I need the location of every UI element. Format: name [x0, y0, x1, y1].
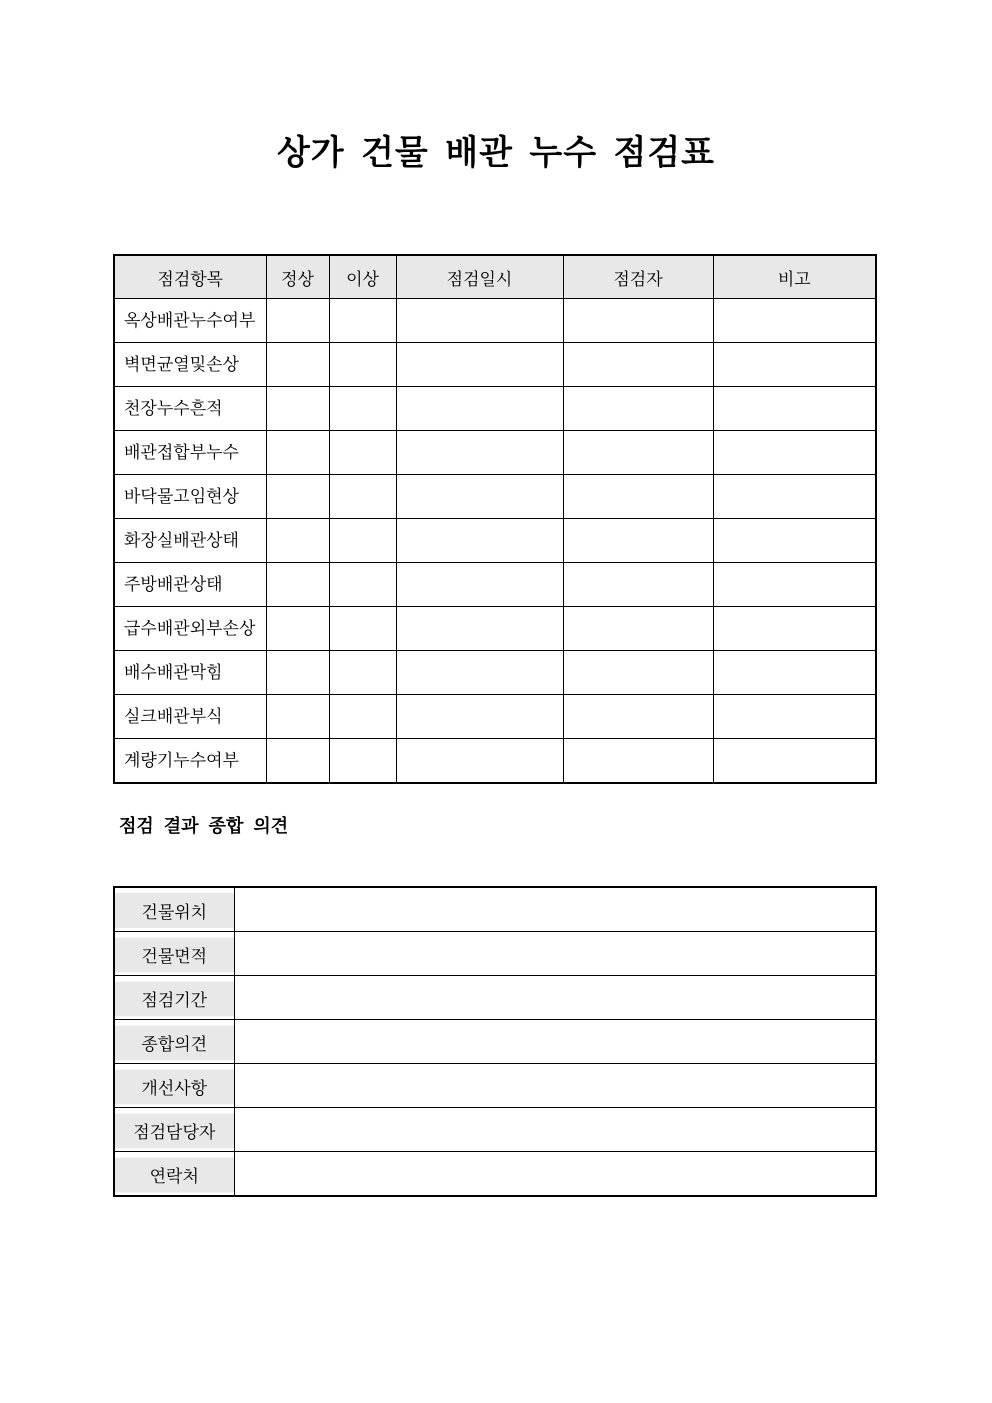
checklist-item-label: 바닥물고임현상 — [114, 475, 266, 519]
summary-value-cell[interactable] — [234, 1152, 876, 1197]
summary-row-label: 연락처 — [114, 1152, 234, 1197]
remarks-cell[interactable] — [713, 475, 876, 519]
summary-value-cell[interactable] — [234, 976, 876, 1020]
header-item-column: 점검항목 — [114, 255, 266, 299]
header-normal-column: 정상 — [266, 255, 329, 299]
normal-check-cell[interactable] — [266, 651, 329, 695]
checklist-row — [114, 387, 876, 431]
remarks-cell[interactable] — [713, 343, 876, 387]
inspection-date-cell[interactable] — [396, 519, 563, 563]
inspection-date-cell[interactable] — [396, 739, 563, 784]
inspection-date-cell[interactable] — [396, 651, 563, 695]
checklist-item-label: 배수배관막힘 — [114, 651, 266, 695]
summary-value-cell[interactable] — [234, 887, 876, 932]
normal-check-cell[interactable] — [266, 343, 329, 387]
inspector-cell[interactable] — [563, 563, 713, 607]
abnormal-check-cell[interactable] — [329, 343, 396, 387]
normal-check-cell[interactable] — [266, 431, 329, 475]
normal-check-cell[interactable] — [266, 387, 329, 431]
summary-row-label: 개선사항 — [114, 1064, 234, 1108]
summary-table — [113, 886, 877, 1197]
summary-row-label: 종합의견 — [114, 1020, 234, 1064]
summary-row-label: 점검기간 — [114, 976, 234, 1020]
checklist-item-label: 주방배관상태 — [114, 563, 266, 607]
inspection-date-cell[interactable] — [396, 475, 563, 519]
normal-check-cell[interactable] — [266, 475, 329, 519]
abnormal-check-cell[interactable] — [329, 519, 396, 563]
inspection-date-cell[interactable] — [396, 343, 563, 387]
checklist-row — [114, 607, 876, 651]
abnormal-check-cell[interactable] — [329, 739, 396, 784]
inspector-cell[interactable] — [563, 343, 713, 387]
header-remarks-column: 비고 — [713, 255, 876, 299]
inspector-cell[interactable] — [563, 431, 713, 475]
inspector-cell[interactable] — [563, 519, 713, 563]
checklist-item-label: 옥상배관누수여부 — [114, 299, 266, 343]
inspector-cell[interactable] — [563, 299, 713, 343]
inspector-cell[interactable] — [563, 739, 713, 784]
checklist-item-label: 급수배관외부손상 — [114, 607, 266, 651]
summary-row — [114, 932, 876, 976]
abnormal-check-cell[interactable] — [329, 299, 396, 343]
normal-check-cell[interactable] — [266, 739, 329, 784]
abnormal-check-cell[interactable] — [329, 695, 396, 739]
checklist-item-label: 벽면균열및손상 — [114, 343, 266, 387]
summary-value-cell[interactable] — [234, 932, 876, 976]
inspector-cell[interactable] — [563, 695, 713, 739]
summary-row — [114, 887, 876, 932]
remarks-cell[interactable] — [713, 387, 876, 431]
summary-section-heading: 점검 결과 종합 의견 — [119, 816, 289, 836]
normal-check-cell[interactable] — [266, 519, 329, 563]
abnormal-check-cell[interactable] — [329, 607, 396, 651]
header-date-column: 점검일시 — [396, 255, 563, 299]
summary-row — [114, 976, 876, 1020]
inspection-date-cell[interactable] — [396, 607, 563, 651]
checklist-item-label: 배관접합부누수 — [114, 431, 266, 475]
abnormal-check-cell[interactable] — [329, 651, 396, 695]
summary-row-label: 점검담당자 — [114, 1108, 234, 1152]
checklist-row — [114, 431, 876, 475]
remarks-cell[interactable] — [713, 299, 876, 343]
abnormal-check-cell[interactable] — [329, 475, 396, 519]
summary-value-cell[interactable] — [234, 1108, 876, 1152]
checklist-row — [114, 739, 876, 784]
summary-row — [114, 1152, 876, 1197]
checklist-item-label: 계량기누수여부 — [114, 739, 266, 784]
abnormal-check-cell[interactable] — [329, 563, 396, 607]
abnormal-check-cell[interactable] — [329, 387, 396, 431]
checklist-row — [114, 651, 876, 695]
inspector-cell[interactable] — [563, 607, 713, 651]
remarks-cell[interactable] — [713, 695, 876, 739]
remarks-cell[interactable] — [713, 739, 876, 784]
checklist-row — [114, 343, 876, 387]
checklist-table — [113, 254, 877, 784]
summary-value-cell[interactable] — [234, 1064, 876, 1108]
document-title: 상가 건물 배관 누수 점검표 — [276, 134, 716, 172]
summary-row-label: 건물위치 — [114, 887, 234, 932]
inspection-date-cell[interactable] — [396, 387, 563, 431]
inspection-date-cell[interactable] — [396, 695, 563, 739]
summary-row-label: 건물면적 — [114, 932, 234, 976]
checklist-row — [114, 695, 876, 739]
header-abnormal-column: 이상 — [329, 255, 396, 299]
header-inspector-column: 점검자 — [563, 255, 713, 299]
summary-row — [114, 1064, 876, 1108]
remarks-cell[interactable] — [713, 607, 876, 651]
inspection-date-cell[interactable] — [396, 431, 563, 475]
checklist-item-label: 천장누수흔적 — [114, 387, 266, 431]
remarks-cell[interactable] — [713, 651, 876, 695]
checklist-row — [114, 299, 876, 343]
checklist-item-label: 실크배관부식 — [114, 695, 266, 739]
remarks-cell[interactable] — [713, 563, 876, 607]
inspector-cell[interactable] — [563, 475, 713, 519]
remarks-cell[interactable] — [713, 431, 876, 475]
inspection-date-cell[interactable] — [396, 563, 563, 607]
summary-row — [114, 1020, 876, 1064]
normal-check-cell[interactable] — [266, 695, 329, 739]
summary-row — [114, 1108, 876, 1152]
normal-check-cell[interactable] — [266, 607, 329, 651]
checklist-header-row — [114, 255, 876, 299]
inspector-cell[interactable] — [563, 651, 713, 695]
checklist-row — [114, 563, 876, 607]
checklist-row — [114, 519, 876, 563]
checklist-item-label: 화장실배관상태 — [114, 519, 266, 563]
inspector-cell[interactable] — [563, 387, 713, 431]
normal-check-cell[interactable] — [266, 563, 329, 607]
normal-check-cell[interactable] — [266, 299, 329, 343]
remarks-cell[interactable] — [713, 519, 876, 563]
abnormal-check-cell[interactable] — [329, 431, 396, 475]
checklist-row — [114, 475, 876, 519]
summary-value-cell[interactable] — [234, 1020, 876, 1064]
inspection-date-cell[interactable] — [396, 299, 563, 343]
